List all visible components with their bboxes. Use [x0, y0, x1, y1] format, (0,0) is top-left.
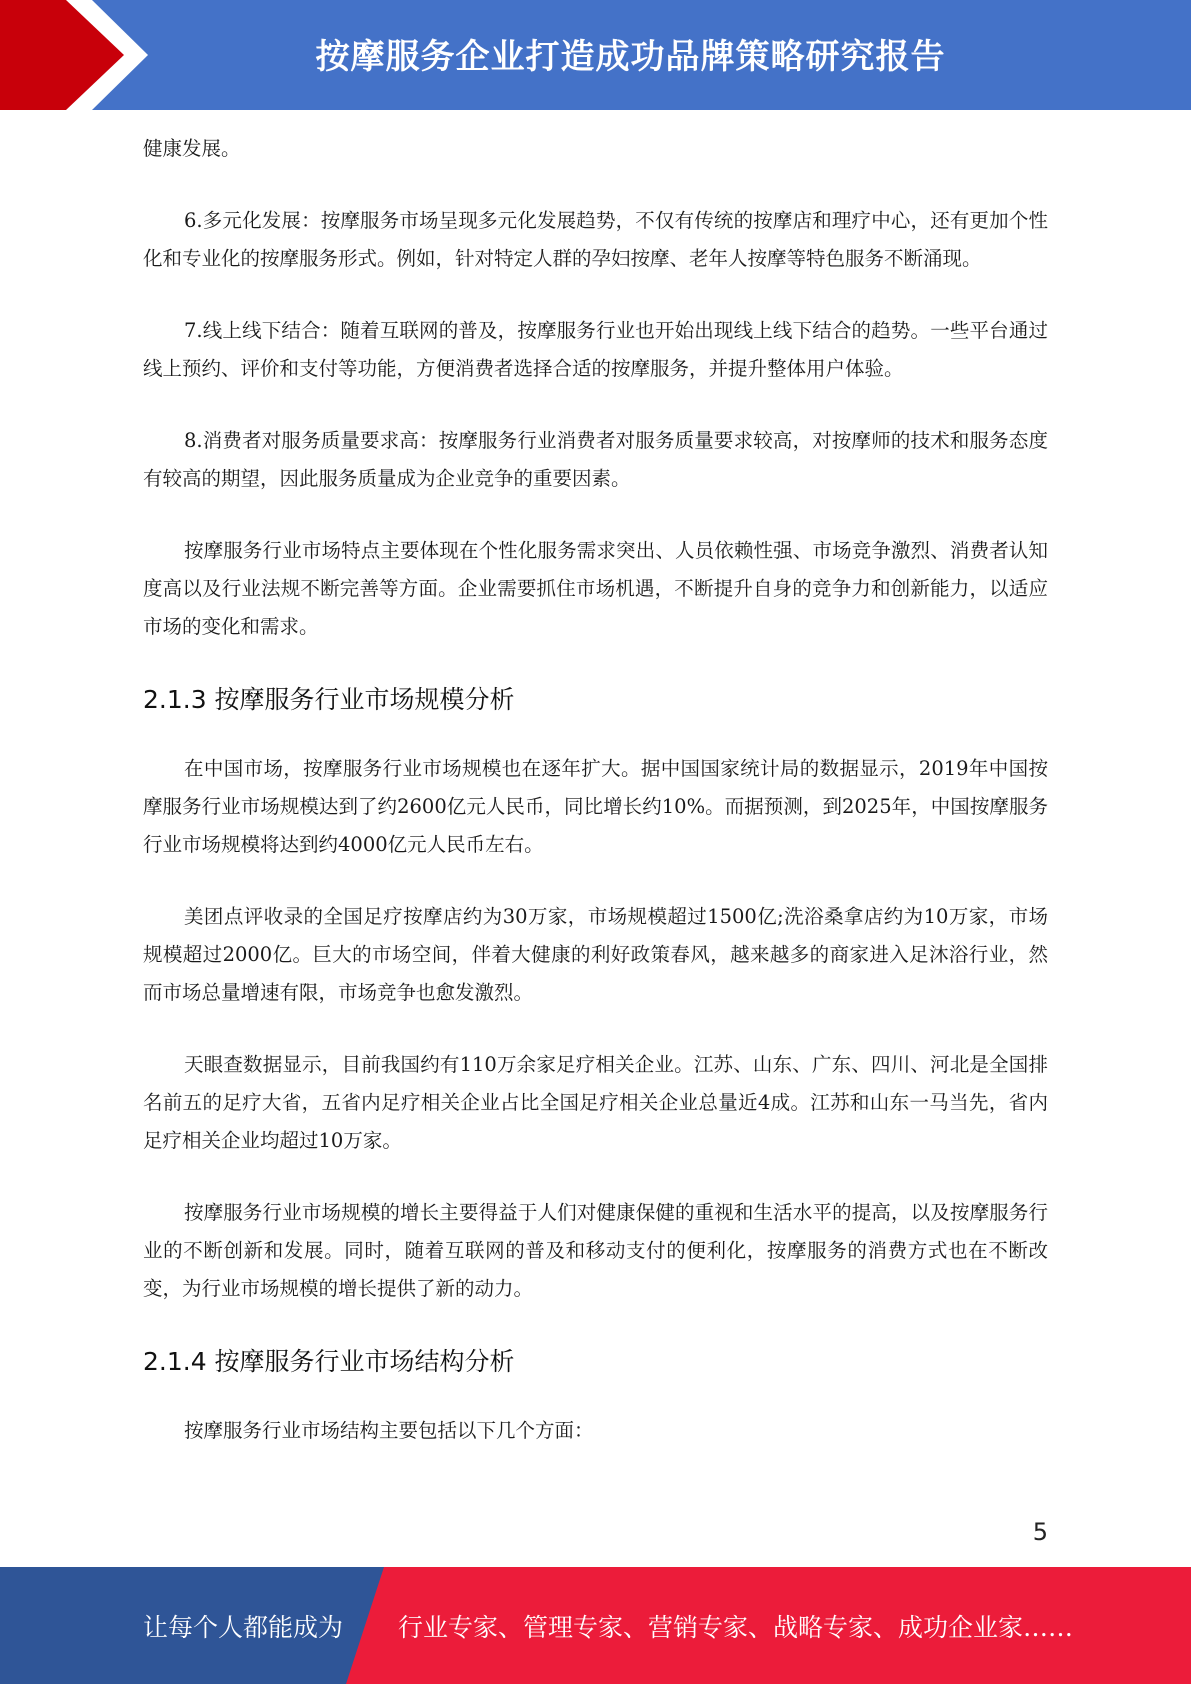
header-title: 按摩服务企业打造成功品牌策略研究报告 — [315, 36, 946, 77]
paragraph: 按摩服务行业市场规模的增长主要得益于人们对健康保健的重视和生活水平的提高，以及按摩服务行业的不断创新和发展。同时，随着互联网的普及和移动支付的便利化，按摩服务的消费方式也在不断改变，为行业市场规模的增长提供了新的动力。 — [143, 1201, 1048, 1300]
document-body — [143, 130, 1048, 1484]
paragraph: 按摩服务行业市场结构主要包括以下几个方面： — [184, 1419, 594, 1442]
paragraph: 6.多元化发展：按摩服务市场呈现多元化发展趋势，不仅有传统的按摩店和理疗中心，还有更加个性化和专业化的按摩服务形式。例如，针对特定人群的孕妇按摩、老年人按摩等特色服务不断涌现。 — [143, 209, 1048, 270]
section-heading-2-1-4: 2.1.4 按摩服务行业市场结构分析 — [143, 1347, 515, 1376]
footer-slogan-right: 行业专家、管理专家、营销专家、战略专家、成功企业家…… — [398, 1612, 1074, 1642]
header-banner — [0, 0, 1191, 110]
paragraph: 天眼查数据显示，目前我国约有110万余家足疗相关企业。江苏、山东、广东、四川、河北是全国排名前五的足疗大省，五省内足疗相关企业占比全国足疗相关企业总量近4成。江苏和山东一马当先，省内足疗相关企业均超过10万家。 — [143, 1053, 1048, 1152]
footer-slogan-left: 让每个人都能成为 — [143, 1612, 344, 1642]
paragraph: 8.消费者对服务质量要求高：按摩服务行业消费者对服务质量要求较高，对按摩师的技术和服务态度有较高的期望，因此服务质量成为企业竞争的重要因素。 — [143, 429, 1048, 490]
paragraph: 7.线上线下结合：随着互联网的普及，按摩服务行业也开始出现线上线下结合的趋势。一些平台通过线上预约、评价和支付等功能，方便消费者选择合适的按摩服务，并提升整体用户体验。 — [143, 319, 1048, 380]
page-number: 5 — [1032, 1518, 1048, 1546]
section-heading-2-1-3: 2.1.3 按摩服务行业市场规模分析 — [143, 685, 515, 714]
footer-banner — [0, 1567, 1191, 1684]
paragraph: 按摩服务行业市场特点主要体现在个性化服务需求突出、人员依赖性强、市场竞争激烈、消费者认知度高以及行业法规不断完善等方面。企业需要抓住市场机遇，不断提升自身的竞争力和创新能力，以适应市场的变化和需求。 — [143, 539, 1048, 638]
paragraph: 美团点评收录的全国足疗按摩店约为30万家，市场规模超过1500亿;洗浴桑拿店约为10万家，市场规模超过2000亿。巨大的市场空间，伴着大健康的利好政策春风，越来越多的商家进入足沐浴行业，然而市场总量增速有限，市场竞争也愈发激烈。 — [143, 905, 1048, 1004]
paragraph: 健康发展。 — [143, 137, 241, 160]
paragraph: 在中国市场，按摩服务行业市场规模也在逐年扩大。据中国国家统计局的数据显示，2019年中国按摩服务行业市场规模达到了约2600亿元人民币，同比增长约10%。而据预测，到2025年，中国按摩服务行业市场规模将达到约4000亿元人民币左右。 — [143, 757, 1048, 856]
